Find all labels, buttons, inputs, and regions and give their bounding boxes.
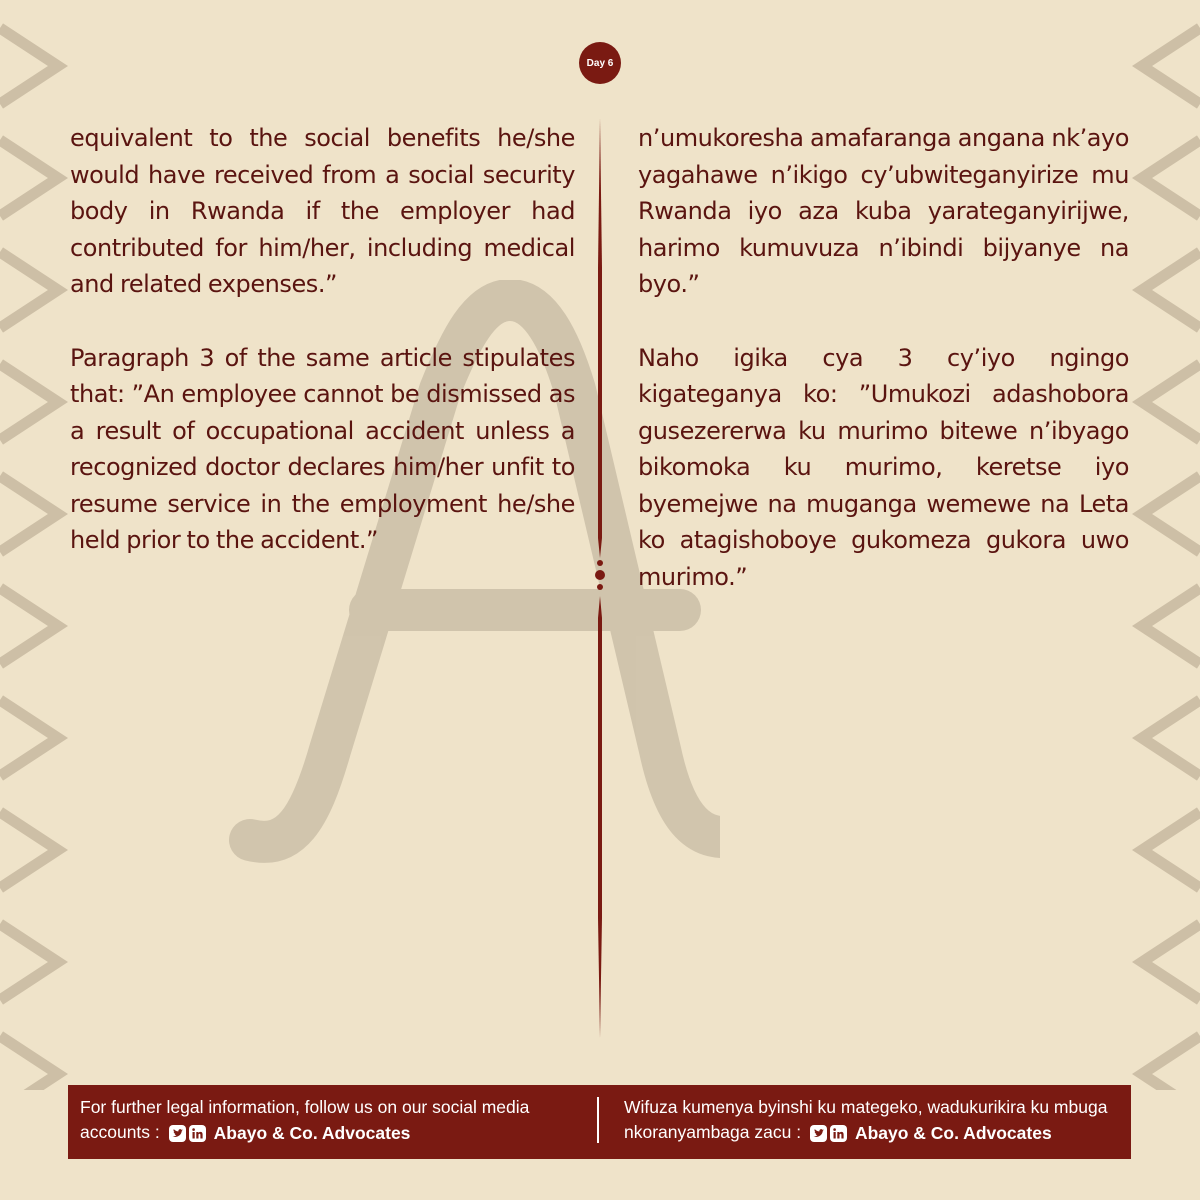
footer-left-line2: accounts :	[80, 1122, 160, 1142]
twitter-icon[interactable]	[810, 1125, 827, 1142]
left-column-english	[70, 120, 575, 596]
linkedin-icon[interactable]	[189, 1125, 206, 1142]
brand-name-left: Abayo & Co. Advocates	[213, 1122, 411, 1143]
social-icons-right	[810, 1121, 1052, 1146]
center-divider	[588, 118, 612, 1038]
social-icons-left	[169, 1121, 411, 1146]
footer-kinyarwanda	[624, 1095, 1124, 1146]
right-paragraph-1: n’umukoresha amafaranga angana nk’ayo yagahawe n’ikigo cy’ubwiteganyirize mu Rwanda iyo aza kuba yarateganyirijwe, harimo kumuvuza n’ibindi bijyanye na byo.”	[638, 124, 1129, 298]
right-paragraph-2: Naho igika cya 3 cy’iyo ngingo kigateganya ko: ”Umukozi adashobora gusezererwa ku murimo bitewe n’ibyago bikomoka ku murimo, keretse iyo byemejwe na muganga wemewe na Leta ko atagishoboye gukomeza gukora uwo murimo.”	[638, 343, 1129, 591]
footer-english	[80, 1095, 590, 1146]
right-column-kinyarwanda	[638, 120, 1129, 632]
day-badge: Day 6	[579, 42, 621, 84]
footer-right-line2-row	[624, 1120, 1124, 1146]
footer-divider	[597, 1097, 599, 1143]
footer-left-line1: For further legal information, follow us on our social media	[80, 1097, 530, 1117]
footer-right-line1: Wifuza kumenya byinshi ku mategeko, wadukurikira ku mbuga	[624, 1097, 1108, 1117]
brand-name-right: Abayo & Co. Advocates	[854, 1122, 1052, 1143]
footer-left-line2-row	[80, 1120, 590, 1146]
zigzag-border-right	[1132, 0, 1200, 1090]
left-paragraph-1: equivalent to the social benefits he/she would have received from a social security body in Rwanda if the employer had contributed for him/her, including medical and related expenses.”	[70, 124, 575, 298]
zigzag-border-left	[0, 0, 68, 1090]
linkedin-icon[interactable]	[830, 1125, 847, 1142]
footer-banner	[68, 1085, 1131, 1159]
footer-right-line2: nkoranyambaga zacu :	[624, 1122, 802, 1142]
left-paragraph-2: Paragraph 3 of the same article stipulates that: ”An employee cannot be dismissed as a result of occupational accident unless a recognized doctor declares him/her unfit to resume service in the employment he/she held prior to the accident.”	[70, 343, 575, 554]
twitter-icon[interactable]	[169, 1125, 186, 1142]
